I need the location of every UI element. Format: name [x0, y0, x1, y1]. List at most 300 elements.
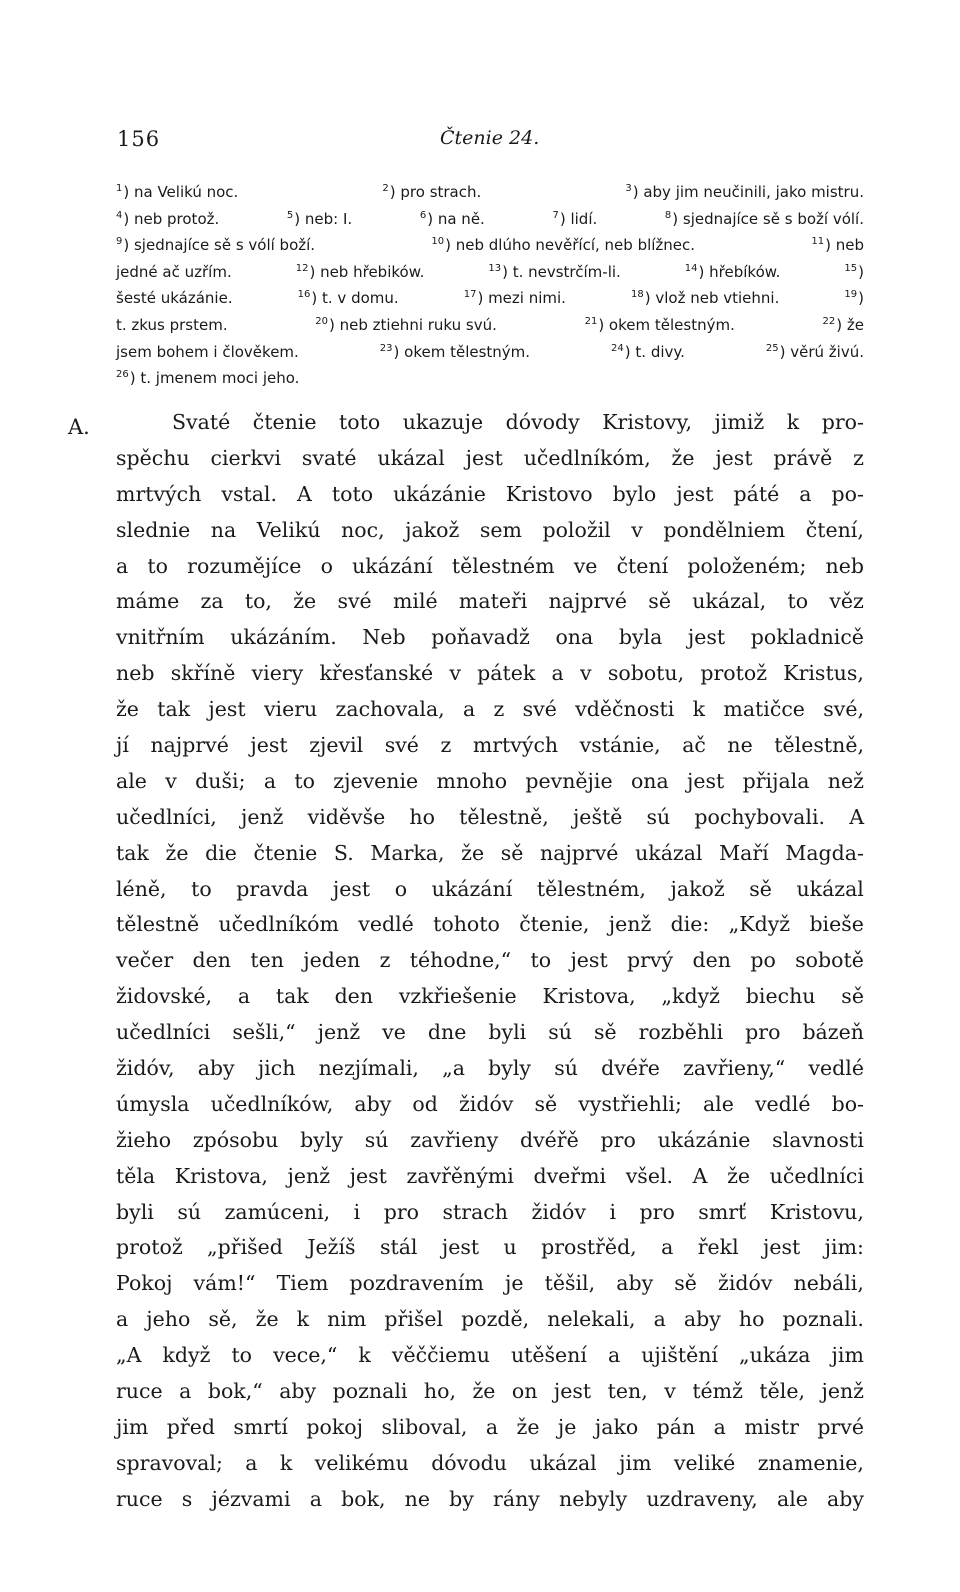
word: mistr: [744, 1414, 799, 1439]
body-line: [116, 943, 864, 979]
footnote-text: ) mezi nimi.: [477, 289, 566, 308]
body-line: [116, 764, 864, 800]
word: den: [192, 948, 231, 973]
word: bo-: [831, 1091, 864, 1116]
word: „ukáza: [739, 1343, 811, 1368]
footnote-number: 5: [286, 209, 294, 221]
body-line: [116, 441, 864, 477]
word: pro: [600, 1127, 636, 1152]
word: slavnosti: [772, 1127, 864, 1152]
footnote-text: ) věrú živú.: [779, 342, 864, 361]
word: čtenie,: [519, 912, 590, 937]
word: bieše: [809, 912, 864, 937]
footnote-text: ) okem tělestným.: [393, 342, 531, 361]
footnote-text: ) neb protož.: [123, 209, 220, 228]
word: ukázal: [377, 445, 445, 470]
footnote-item: [823, 316, 864, 334]
word: noc,: [341, 517, 385, 542]
word: jest: [676, 481, 714, 506]
word: řekl: [697, 1235, 739, 1260]
word: a: [463, 697, 476, 722]
footnote-number: 15: [844, 262, 858, 274]
word: že: [472, 1379, 496, 1404]
body-line: [116, 836, 864, 872]
word: máme: [116, 589, 180, 614]
word: ukázánie: [393, 481, 486, 506]
footnote-number: 9: [116, 236, 123, 248]
body-line: [116, 1015, 864, 1051]
word: to: [231, 1343, 253, 1368]
word: čtenie: [253, 840, 318, 865]
footnote-number: 11: [811, 236, 825, 248]
word: v: [165, 768, 177, 793]
word: pro: [745, 1020, 781, 1045]
word: dvéřě: [519, 1127, 579, 1152]
word: ve: [382, 1020, 406, 1045]
word: věččiemu: [391, 1343, 490, 1368]
word: k: [692, 697, 706, 722]
word: „Když: [728, 912, 791, 937]
word: ukázal: [796, 876, 864, 901]
footnote-item: [296, 263, 425, 281]
word: jenž: [608, 912, 652, 937]
word: Ježíš: [307, 1235, 356, 1260]
word: to: [787, 589, 809, 614]
footnotes-block: [116, 183, 864, 396]
footnote-number: 25: [765, 342, 779, 354]
word: pevnějie: [525, 768, 613, 793]
footnote-text: ) pro strach.: [389, 183, 482, 201]
word: vstánie,: [579, 733, 661, 758]
word: k: [358, 1343, 371, 1368]
footnote-text: ) neb: I.: [294, 209, 353, 228]
word: biechu: [745, 984, 816, 1009]
footnote-text: ) t. v domu.: [311, 289, 399, 308]
word: zavřieny,“: [683, 1056, 786, 1081]
word: protož: [116, 1235, 183, 1260]
word: na: [210, 517, 237, 542]
word: byla: [618, 625, 663, 650]
word: právě: [773, 445, 833, 470]
word: pozdravením: [349, 1271, 484, 1296]
word: čtení: [616, 553, 669, 578]
word: z: [440, 733, 452, 758]
word: židóv: [531, 1199, 586, 1224]
word: sě: [841, 984, 864, 1009]
word: viery: [251, 661, 304, 686]
word: pochybovali.: [694, 804, 826, 829]
word: pokladnicě: [750, 625, 864, 650]
word: najprvé: [150, 733, 229, 758]
footnote-number: 24: [611, 342, 624, 354]
word: dóvodu: [431, 1450, 507, 1475]
body-line: [116, 1482, 864, 1518]
word: slednie: [116, 517, 191, 542]
word: k: [296, 1307, 310, 1332]
word: jenž: [821, 1379, 864, 1404]
word: od: [412, 1091, 438, 1116]
word: tak: [157, 697, 191, 722]
word: když: [162, 1343, 211, 1368]
word: ukázání: [352, 553, 433, 578]
word: rozběhli: [638, 1020, 724, 1045]
word: to,: [244, 589, 272, 614]
word: jí: [116, 733, 129, 758]
word: pro: [639, 1199, 675, 1224]
word: před: [166, 1414, 215, 1439]
footnote-text: ) neb hřebików.: [309, 262, 425, 281]
footnote-item: [611, 343, 685, 361]
word: sú: [364, 1127, 389, 1152]
word: byli: [488, 1020, 527, 1045]
word: přijala: [742, 768, 810, 793]
word: žieho: [116, 1127, 172, 1152]
word: Maří: [719, 840, 769, 865]
word: s: [181, 1486, 193, 1511]
word: smrť: [698, 1199, 747, 1224]
word: položeném;: [687, 553, 807, 578]
word: Tiem: [276, 1271, 329, 1296]
word: ho: [409, 804, 435, 829]
footnote-text: šesté ukázánie.: [116, 289, 233, 308]
word: dvéře: [601, 1056, 660, 1081]
footnote-number: 12: [295, 262, 309, 274]
word: přišel: [384, 1307, 444, 1332]
word: bok,: [341, 1486, 386, 1511]
footnote-number: 7: [552, 209, 559, 221]
word: v: [664, 1379, 676, 1404]
word: vedlé: [808, 1056, 864, 1081]
word: jakož: [670, 876, 725, 901]
word: ona: [630, 768, 669, 793]
word: úmysla: [116, 1091, 190, 1116]
word: jest: [208, 697, 246, 722]
word: pátek: [477, 661, 536, 686]
word: že: [461, 840, 485, 865]
word: ukázáním.: [230, 625, 337, 650]
word: zamúceni,: [224, 1199, 331, 1224]
word: jest: [441, 1235, 480, 1260]
footnote-number: 13: [488, 262, 502, 274]
footnote-number: 26: [116, 369, 129, 381]
body-line: [116, 513, 864, 549]
footnote-line: [116, 289, 864, 316]
footnote-text: ) neb dlúho nevěřící, neb blížnec.: [445, 236, 696, 255]
word: ukázání: [431, 876, 513, 901]
word: utěšení: [510, 1343, 587, 1368]
word: zjevil: [309, 733, 364, 758]
word: sú: [177, 1199, 202, 1224]
footnote-line: [116, 343, 864, 370]
word: a: [263, 768, 277, 793]
word: najprvé: [548, 589, 628, 614]
footnote-item: [382, 183, 481, 201]
word: Magda-: [785, 840, 864, 865]
word: ač: [682, 733, 706, 758]
footnote-text: ) neb: [825, 236, 864, 255]
footnote-text: ) t. jmenem moci jeho.: [129, 369, 300, 388]
word: Svaté: [172, 410, 231, 434]
body-line: [116, 1446, 864, 1482]
body-line: [116, 1087, 864, 1123]
word: a: [116, 553, 129, 578]
word: den: [334, 984, 374, 1009]
word: neb: [825, 553, 864, 578]
body-line: [116, 549, 864, 585]
word: nebáli,: [793, 1271, 864, 1296]
word: to: [147, 553, 168, 578]
footnote-number: 20: [315, 315, 329, 327]
word: a: [309, 1486, 322, 1511]
footnote-item: [380, 343, 530, 361]
footnote-text: jedné ač uzřím.: [116, 262, 232, 281]
word: nelekali,: [547, 1307, 636, 1332]
word: byli: [116, 1199, 154, 1224]
word: ukazuje: [402, 410, 484, 434]
word: by: [449, 1486, 474, 1511]
word: všel.: [625, 1163, 674, 1188]
footnote-item: [665, 210, 864, 228]
word: aby: [197, 1056, 235, 1081]
word: sliboval,: [381, 1414, 468, 1439]
word: Velikú: [256, 517, 321, 542]
word: po-: [831, 481, 864, 506]
word: Kristus,: [783, 661, 864, 686]
word: učedlníków,: [210, 1091, 334, 1116]
word: nim: [327, 1307, 367, 1332]
word: je: [504, 1271, 524, 1296]
word: jest: [763, 1235, 801, 1260]
word: sě: [749, 876, 772, 901]
footnote-item: [116, 263, 232, 281]
body-line: [116, 1159, 864, 1195]
footnote-number: 4: [116, 209, 123, 221]
body-line: [116, 1374, 864, 1410]
word: „a: [442, 1056, 465, 1081]
word: jako: [594, 1414, 639, 1439]
word: viděvše: [307, 804, 386, 829]
word: prvý: [627, 948, 674, 973]
word: u: [503, 1235, 517, 1260]
word: vám!“: [193, 1271, 256, 1296]
word: skříně: [170, 661, 236, 686]
footnote-item: [685, 263, 781, 281]
word: ne: [727, 733, 753, 758]
word: ve: [573, 553, 598, 578]
word: těle,: [759, 1379, 805, 1404]
footnote-text: ) sjednajíce sě s boží vólí.: [672, 209, 864, 228]
word: den: [692, 948, 731, 973]
footnote-item: [116, 369, 299, 387]
body-line: [116, 1338, 864, 1374]
word: témž: [692, 1379, 743, 1404]
word: dveřmi: [533, 1163, 607, 1188]
footnote-text: ) neb ztiehni ruku svú.: [329, 315, 497, 334]
footnote-item: [431, 236, 695, 254]
word: jest: [465, 445, 503, 470]
footnote-text: ) hřebíków.: [698, 262, 781, 281]
word: čtenie: [252, 410, 317, 434]
footnote-text: t. zkus prstem.: [116, 315, 228, 334]
word: „přišed: [207, 1235, 283, 1260]
footnote-number: 22: [822, 315, 836, 327]
word: jenž: [240, 804, 284, 829]
page-number: 156: [117, 127, 161, 151]
word: po: [750, 948, 776, 973]
word: k: [786, 410, 800, 434]
word: tělestném,: [536, 876, 646, 901]
word: že: [727, 1163, 751, 1188]
footnote-line: [116, 210, 864, 237]
word: jim: [116, 1414, 149, 1439]
word: z: [379, 948, 391, 973]
word: Kristovu,: [769, 1199, 864, 1224]
word: jest: [332, 876, 371, 901]
word: učedlníci,: [116, 804, 217, 829]
word: své: [384, 733, 419, 758]
word: jeden: [303, 948, 361, 973]
word: pravda: [236, 876, 309, 901]
word: zavřieny: [410, 1127, 499, 1152]
word: nebyly: [559, 1486, 628, 1511]
word: dóvody: [505, 410, 580, 434]
word: Pokoj: [116, 1271, 173, 1296]
word: a: [713, 1414, 726, 1439]
word: smrtí: [233, 1414, 288, 1439]
word: a: [485, 1414, 499, 1439]
word: že: [116, 697, 139, 722]
word: vystřiehli;: [578, 1091, 682, 1116]
word: strach: [442, 1199, 508, 1224]
word: vzkřiešenie: [398, 984, 517, 1009]
body-line: [116, 584, 864, 620]
word: jest: [570, 948, 608, 973]
word: zavřěnými: [406, 1163, 514, 1188]
word: ale: [776, 1486, 808, 1511]
footnote-number: 10: [431, 236, 445, 248]
word: pro: [383, 1199, 420, 1224]
word: jest: [250, 733, 288, 758]
word: spěchu: [116, 445, 190, 470]
footnote-item: [315, 316, 497, 334]
word: že: [293, 589, 317, 614]
footnote-line: [116, 369, 864, 396]
word: jest: [553, 1379, 592, 1404]
word: jakož: [405, 517, 460, 542]
word: byly: [488, 1056, 532, 1081]
word: bylo: [612, 481, 657, 506]
body-line: [116, 800, 864, 836]
word: je: [557, 1414, 577, 1439]
word: těla: [116, 1163, 156, 1188]
word: jenž: [287, 1163, 330, 1188]
word: vece,“: [273, 1343, 338, 1368]
word: a: [799, 481, 812, 506]
word: tělestně: [116, 912, 200, 937]
word: nezjímali,: [318, 1056, 419, 1081]
word: mateři: [458, 589, 528, 614]
word: dne: [427, 1020, 467, 1045]
word: v: [449, 661, 461, 686]
word: mrtvých: [472, 733, 559, 758]
word: vnitřním: [116, 625, 205, 650]
footnote-item: [298, 289, 399, 307]
word: ukázánie: [657, 1127, 751, 1152]
word: rány: [493, 1486, 540, 1511]
footnote-number: 16: [297, 289, 311, 301]
word: z: [853, 445, 864, 470]
word: tělestném: [451, 553, 555, 578]
word: pondělniem: [663, 517, 786, 542]
word: tak: [116, 840, 149, 865]
word: léně,: [116, 876, 167, 901]
word: poňavadž: [431, 625, 530, 650]
word: vedlé: [754, 1091, 811, 1116]
word: jimiž: [714, 410, 765, 434]
word: byly: [300, 1127, 343, 1152]
word: o: [394, 876, 408, 901]
footnote-text: ): [858, 262, 864, 281]
section-marker: A.: [68, 415, 90, 439]
word: židovské,: [116, 984, 212, 1009]
word: duši;: [195, 768, 246, 793]
word: tělestně,: [774, 733, 864, 758]
word: tělestně,: [459, 804, 549, 829]
footnote-text: ): [858, 289, 864, 308]
body-line: [116, 728, 864, 764]
word: ale: [702, 1091, 734, 1116]
word: večer: [116, 948, 174, 973]
word: aby: [616, 1271, 654, 1296]
word: židóv: [718, 1271, 773, 1296]
word: to: [191, 876, 212, 901]
word: Kristovy,: [602, 410, 692, 434]
footnote-text: ) lidí.: [559, 209, 598, 228]
word: a: [237, 984, 251, 1009]
word: křesťanské: [319, 661, 434, 686]
body-line: [116, 1410, 864, 1446]
word: a: [116, 1307, 129, 1332]
word: učedlníkóm: [218, 912, 339, 937]
body-line: [116, 1230, 864, 1266]
footnote-text: ) vlož neb vtiehni.: [644, 289, 780, 308]
word: A: [297, 481, 312, 506]
word: matičce: [723, 697, 805, 722]
body-line: [116, 979, 864, 1015]
word: položil: [542, 517, 611, 542]
word: za: [200, 589, 224, 614]
word: že: [255, 1307, 279, 1332]
word: a: [179, 1379, 192, 1404]
body-line: [116, 1051, 864, 1087]
word: že: [671, 445, 695, 470]
word: to: [294, 768, 315, 793]
word: Kristova,: [542, 984, 636, 1009]
footnote-text: ) na Velikú noc.: [123, 183, 239, 201]
footnote-item: [552, 210, 597, 228]
footnote-item: [488, 263, 620, 281]
word: zpósobu: [192, 1127, 279, 1152]
word: zachovala,: [335, 697, 445, 722]
word: bok,“: [207, 1379, 263, 1404]
word: věz: [829, 589, 864, 614]
footnote-item: [811, 236, 864, 254]
word: ten: [250, 948, 284, 973]
word: tohoto: [433, 912, 500, 937]
footnote-number: 14: [684, 262, 698, 274]
body-line: [116, 620, 864, 656]
footnote-item: [116, 210, 219, 228]
